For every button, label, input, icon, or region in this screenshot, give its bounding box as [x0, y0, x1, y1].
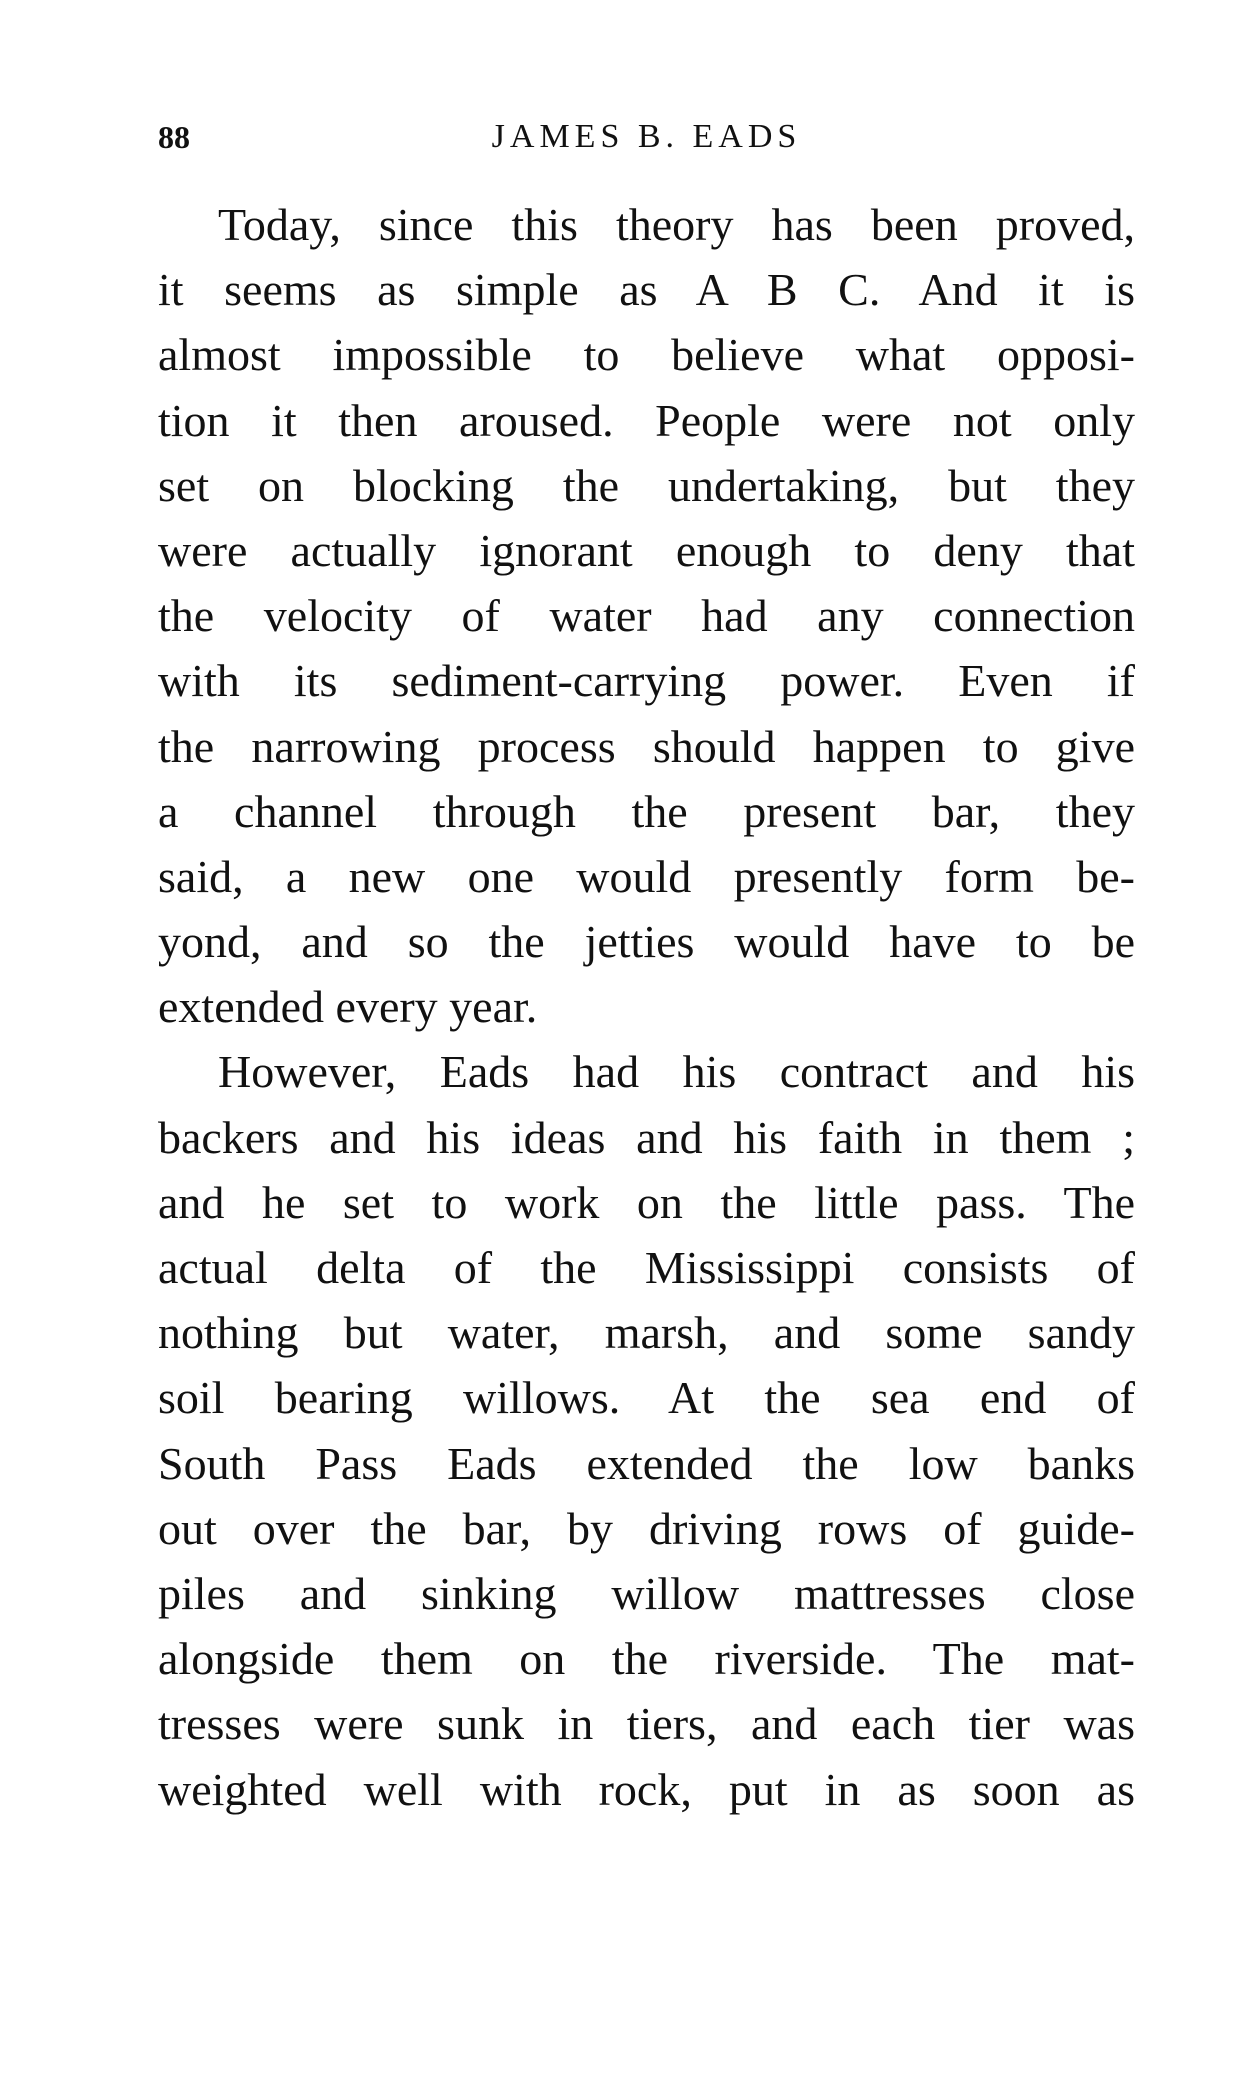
text-line: actual delta of the Mississippi consists of [158, 1242, 1135, 1293]
paragraph [158, 192, 1135, 1039]
text-line: soil bearing willows. At the sea end of [158, 1372, 1135, 1424]
text-line: alongside them on the riverside. The mat- [158, 1633, 1135, 1685]
page-header [158, 112, 1135, 162]
text-line: out over the bar, by driving rows of guide- [158, 1502, 1135, 1554]
text-line: tresses were sunk in tiers, and each tier was [158, 1698, 1135, 1750]
text-line: it seems as simple as A B C. And it is [158, 264, 1135, 316]
body-text [158, 192, 1135, 1822]
text-line: tion it then aroused. People were not only [158, 394, 1135, 446]
page-number: 88 [158, 119, 190, 155]
text-line: Today, since this theory has been proved, [218, 199, 1135, 250]
text-line: yond, and so the jetties would have to be [158, 916, 1135, 968]
paragraph [158, 1039, 1135, 1821]
text-line: nothing but water, marsh, and some sandy [158, 1307, 1135, 1359]
text-line: set on blocking the undertaking, but they [158, 459, 1135, 511]
text-line: almost impossible to believe what opposi- [158, 329, 1135, 381]
running-title: JAMES B. EADS [491, 118, 802, 155]
text-line: and he set to work on the little pass. The [158, 1176, 1135, 1228]
text-line: were actually ignorant enough to deny that [158, 524, 1135, 576]
text-line: a channel through the present bar, they [158, 785, 1135, 837]
text-line: piles and sinking willow mattresses close [158, 1567, 1135, 1619]
text-line: with its sediment-carrying power. Even if [158, 655, 1135, 707]
text-line: However, Eads had his contract and his [218, 1046, 1135, 1098]
text-line: South Pass Eads extended the low banks [158, 1437, 1135, 1489]
text-line: said, a new one would presently form be- [158, 850, 1135, 902]
text-line: extended every year. [158, 981, 538, 1033]
text-line: the velocity of water had any connection [158, 590, 1135, 642]
text-line: weighted well with rock, put in as soon as [158, 1763, 1135, 1815]
text-line: the narrowing process should happen to give [158, 720, 1135, 772]
text-line: backers and his ideas and his faith in them ; [158, 1111, 1135, 1163]
